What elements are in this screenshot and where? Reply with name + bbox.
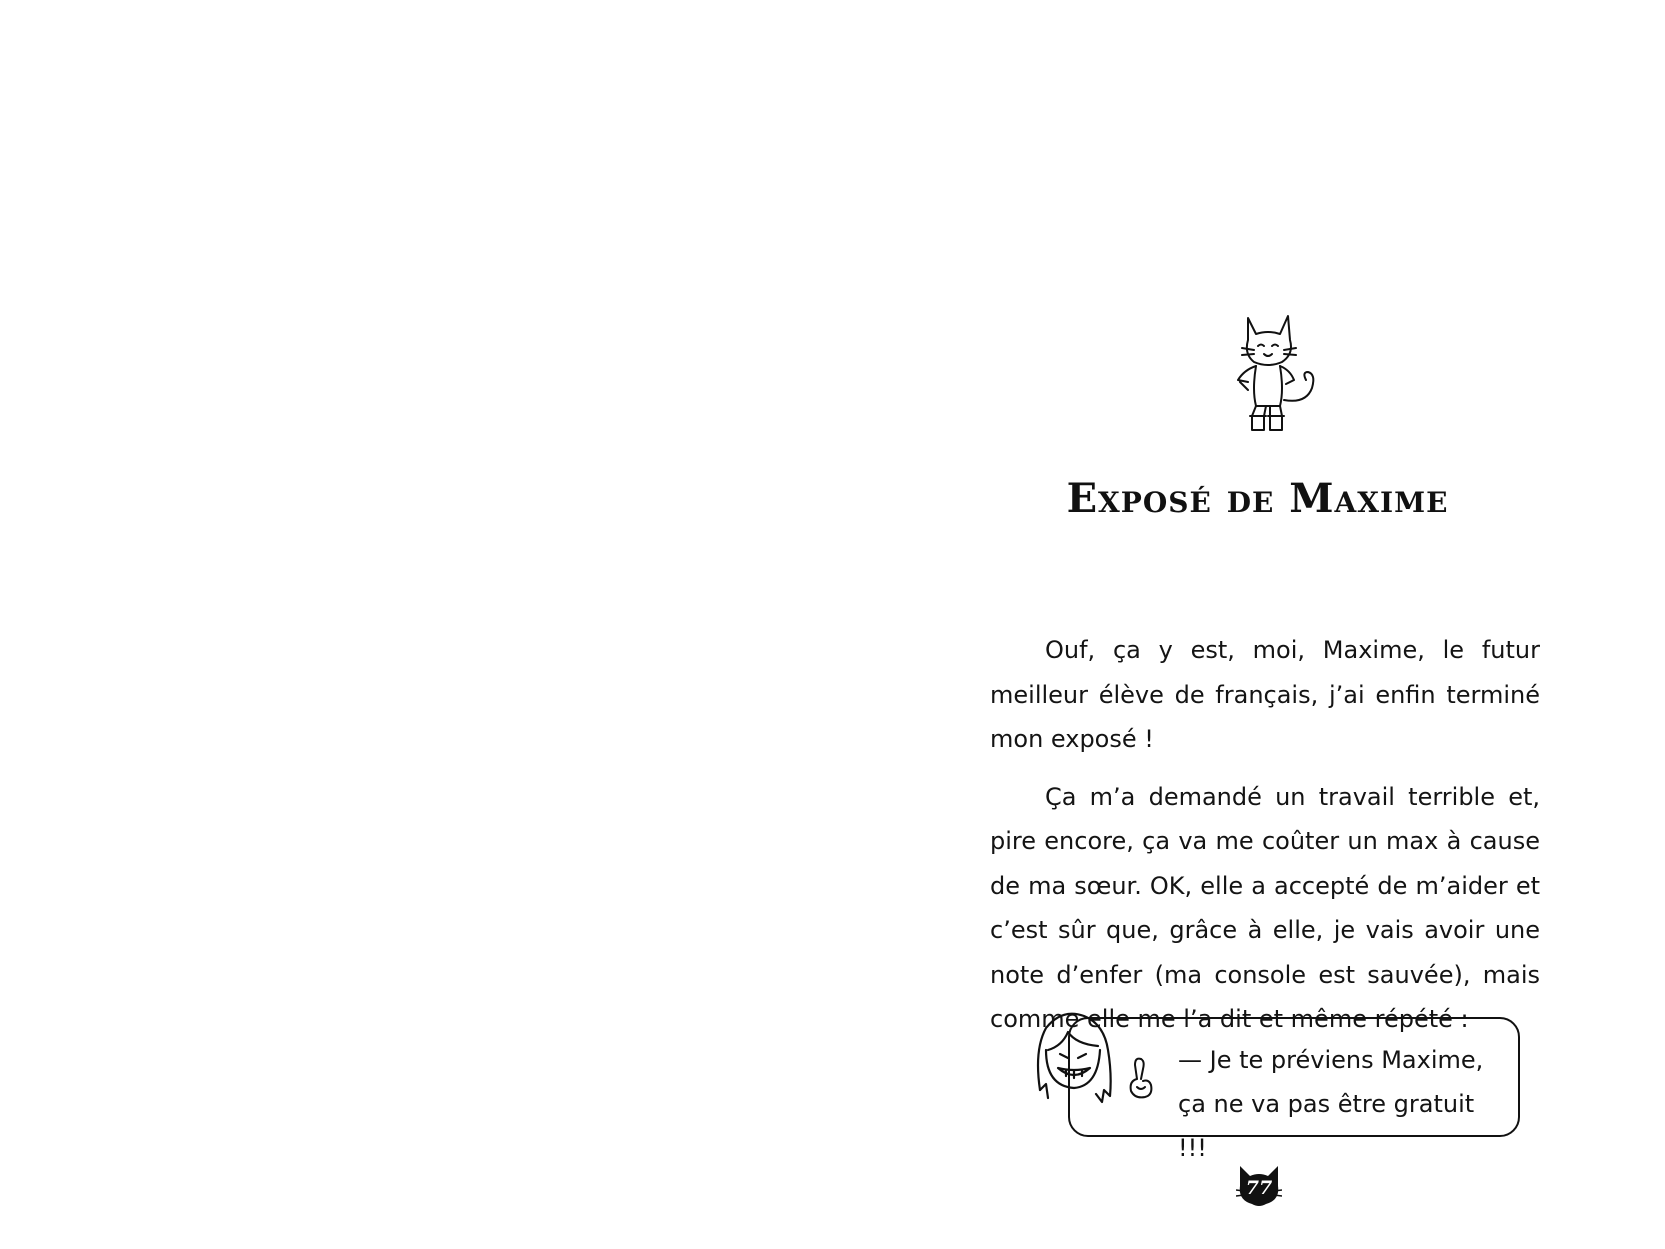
body-text [990,628,1540,1055]
speech-line: ça ne va pas être gratuit !!! [1178,1090,1475,1162]
pointing-finger-icon [1125,1055,1159,1101]
chapter-title: Exposé de Maxime [1066,475,1449,522]
page-number: 77 [1245,1177,1273,1199]
paragraph: Ça m’a demandé un travail terrible et, pire encore, ça va me coûter un max à cause de ma sœur. OK, elle a accepté de m’aider et c’est sûr que, grâce à elle, je vais avoir une note d’enfer (ma console est sauvée), mais comme elle me l’a dit et même répété : [990,782,1540,1033]
cat-in-boots-icon [1228,310,1328,445]
girl-face-icon [1032,1010,1118,1110]
paragraph: Ouf, ça y est, moi, Maxime, le futur meilleur élève de français, j’ai enfin terminé mon exposé ! [990,636,1540,753]
speech-text [1178,1038,1508,1170]
left-page-blank [0,0,832,1249]
speech-line: — Je te préviens Maxime, [1178,1046,1484,1074]
